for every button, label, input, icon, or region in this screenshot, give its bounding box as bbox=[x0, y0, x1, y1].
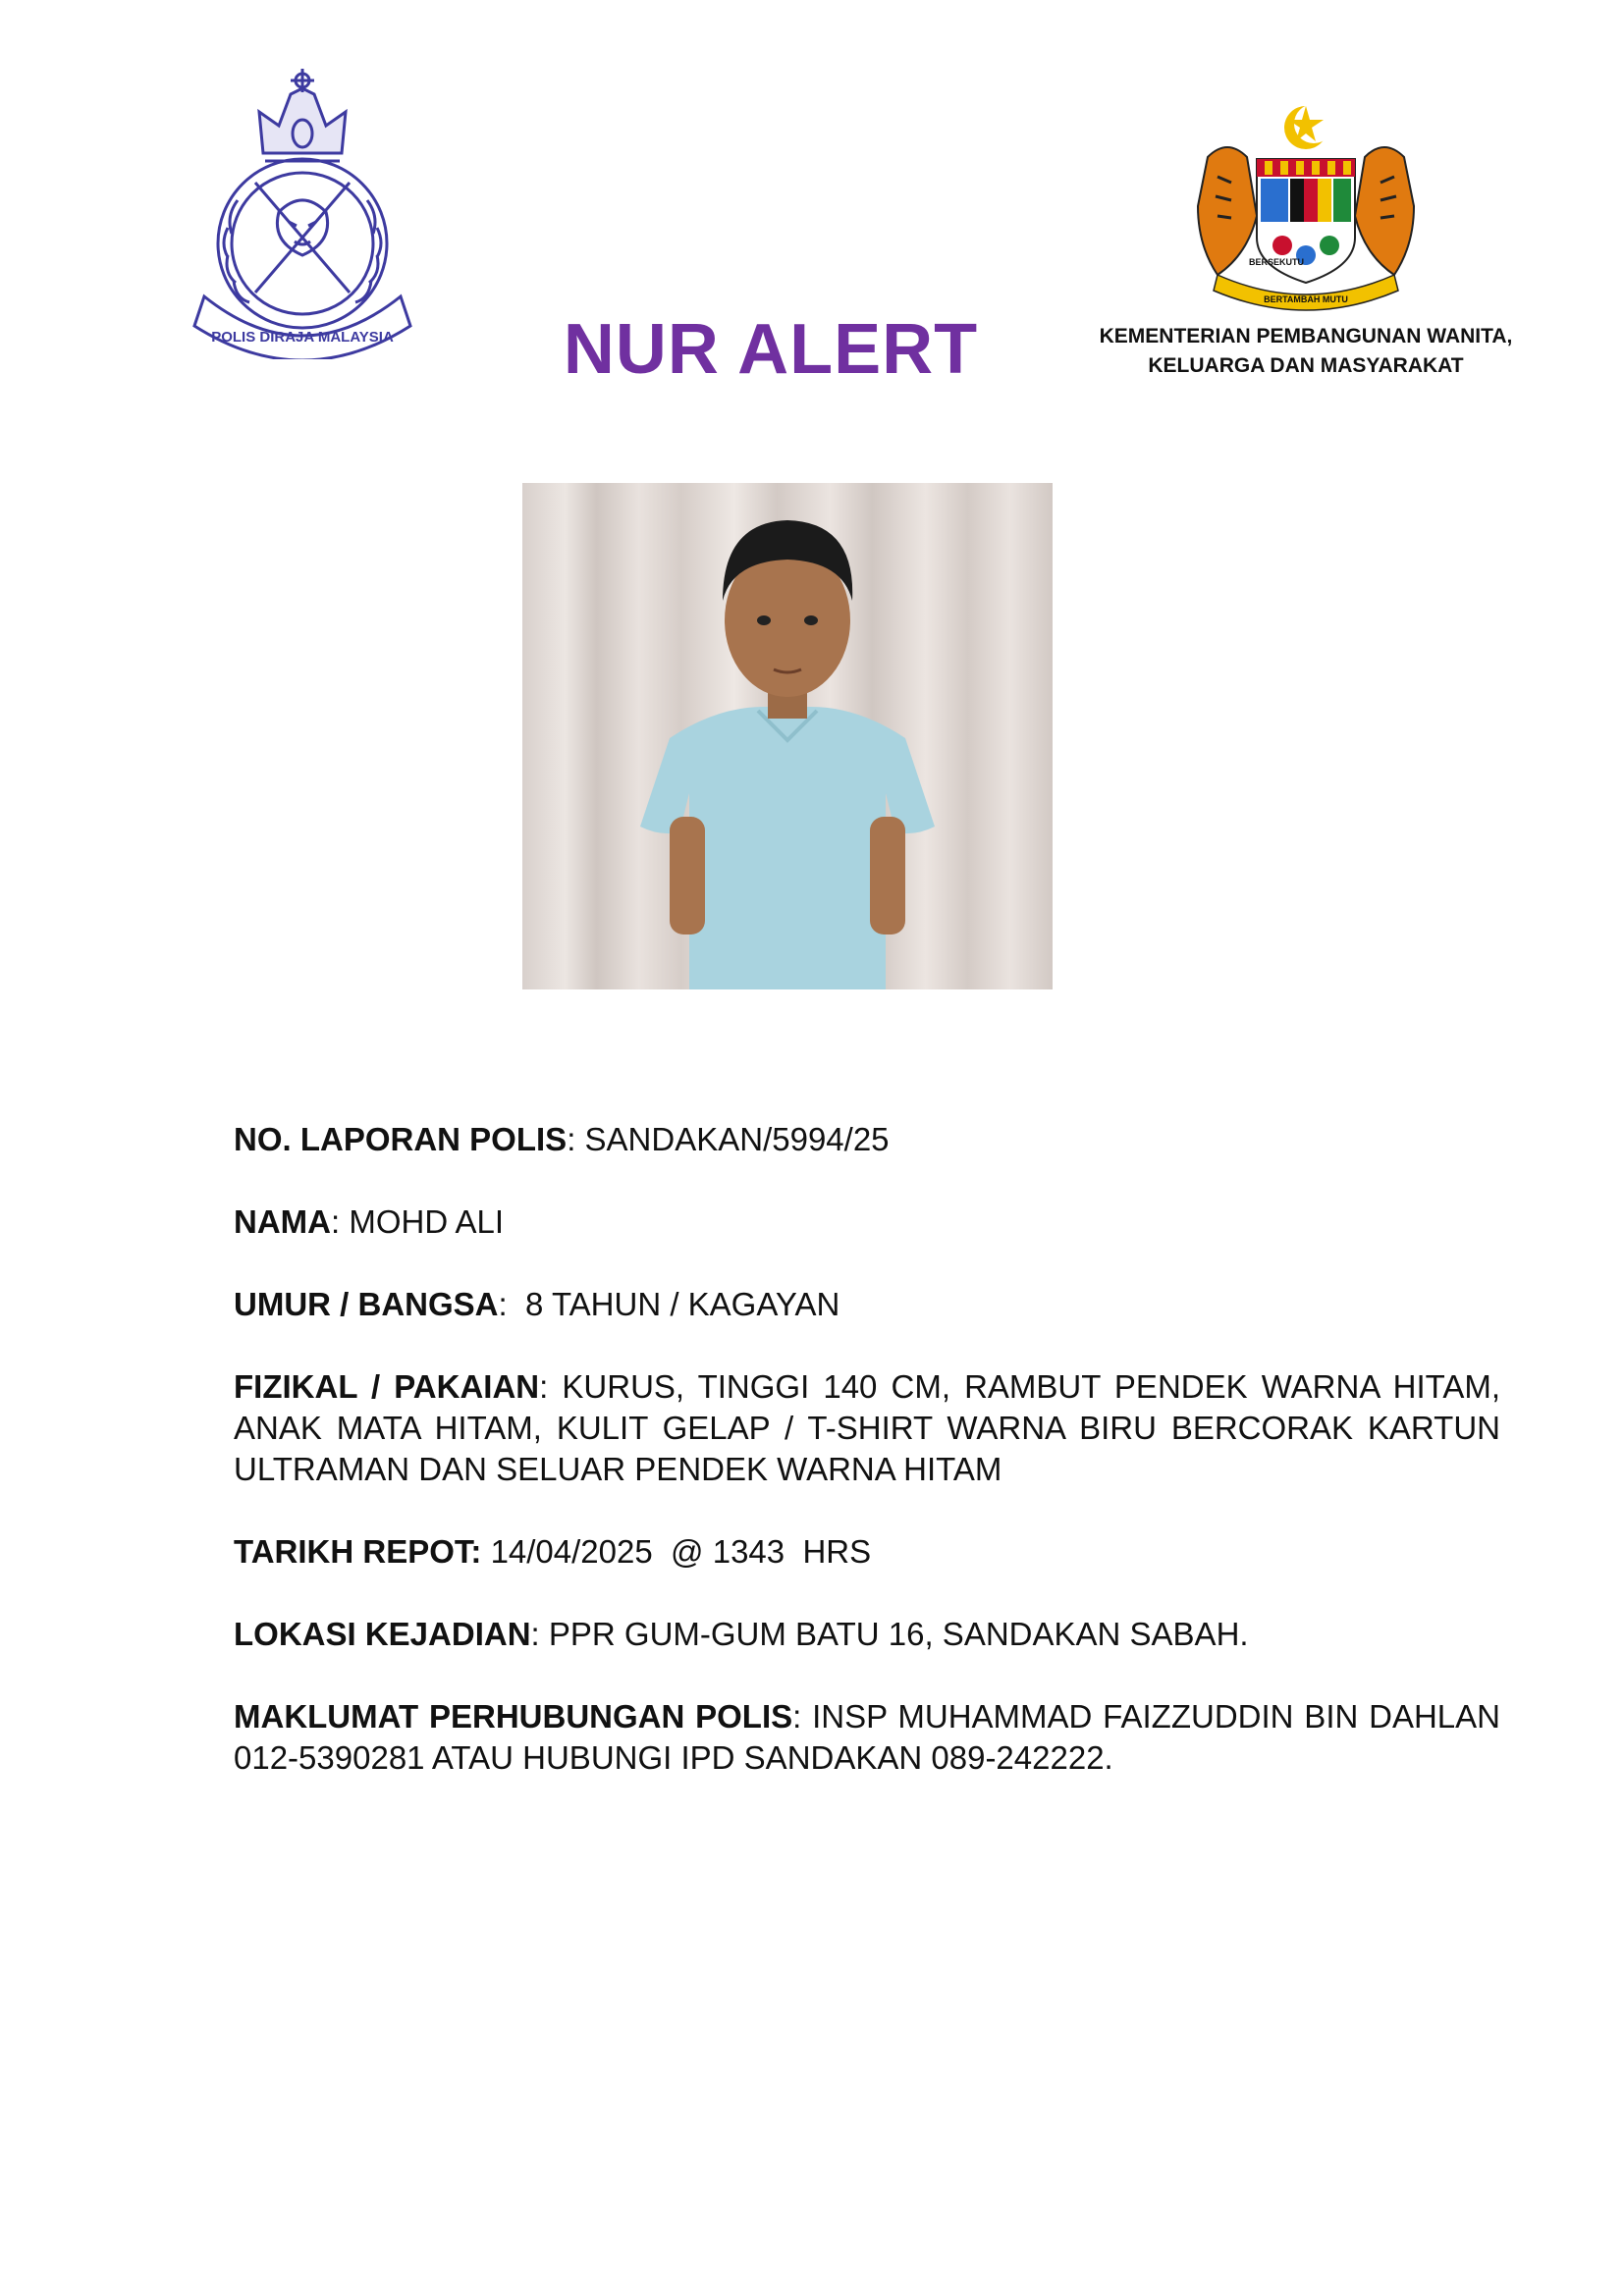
field-separator: : bbox=[567, 1121, 585, 1157]
ministry-line-2: KELUARGA DAN MASYARAKAT bbox=[1148, 354, 1464, 377]
field-value: KURUS, TINGGI 140 CM, RAMBUT PENDEK WARNA HITAM, ANAK MATA HITAM, KULIT GELAP / T-SHIRT WARNA BIRU BERCORAK KARTUN ULTRAMAN DAN SELUAR PENDEK WARNA HITAM bbox=[234, 1368, 1500, 1487]
crest-scroll-text: POLIS DIRAJA MALAYSIA bbox=[211, 329, 394, 346]
ministry-name bbox=[1090, 322, 1522, 381]
field-label: LOKASI KEJADIAN bbox=[234, 1616, 531, 1652]
field-separator: : bbox=[539, 1368, 563, 1405]
field-label: NO. LAPORAN POLIS bbox=[234, 1121, 568, 1157]
field-report-date bbox=[234, 1531, 1500, 1573]
field-name bbox=[234, 1201, 1500, 1243]
polis-diraja-malaysia-crest-icon bbox=[185, 65, 420, 359]
field-separator: : bbox=[330, 1203, 350, 1240]
field-police-contact bbox=[234, 1696, 1500, 1779]
report-details bbox=[234, 1119, 1500, 1820]
field-separator bbox=[481, 1533, 490, 1570]
motto-left-text: BERSEKUTU bbox=[1249, 257, 1305, 267]
field-separator: : bbox=[792, 1698, 813, 1735]
motto-right-text: BERTAMBAH MUTU bbox=[1264, 294, 1348, 304]
field-value: MOHD ALI bbox=[349, 1203, 505, 1240]
field-value: PPR GUM-GUM BATU 16, SANDAKAN SABAH. bbox=[548, 1616, 1249, 1652]
field-value: 8 TAHUN / KAGAYAN bbox=[525, 1286, 840, 1322]
field-label: TARIKH REPOT: bbox=[234, 1533, 482, 1570]
missing-child-photo bbox=[522, 483, 1053, 989]
field-label: UMUR / BANGSA bbox=[234, 1286, 499, 1322]
ministry-line-1: KEMENTERIAN PEMBANGUNAN WANITA, bbox=[1099, 325, 1513, 347]
field-separator: : bbox=[530, 1616, 549, 1652]
field-value: SANDAKAN/5994/25 bbox=[584, 1121, 890, 1157]
field-label: MAKLUMAT PERHUBUNGAN POLIS bbox=[234, 1698, 793, 1735]
page-title: NUR ALERT bbox=[563, 310, 979, 389]
field-label: FIZIKAL / PAKAIAN bbox=[234, 1368, 540, 1405]
field-value: 14/04/2025 @ 1343 HRS bbox=[490, 1533, 872, 1570]
field-label: NAMA bbox=[234, 1203, 331, 1240]
field-separator: : bbox=[498, 1286, 526, 1322]
field-police-report-no bbox=[234, 1119, 1500, 1160]
field-value: INSP MUHAMMAD FAIZZUDDIN BIN DAHLAN 012-5390281 ATAU HUBUNGI IPD SANDAKAN 089-242222. bbox=[234, 1698, 1500, 1776]
malaysia-coat-of-arms-icon bbox=[1188, 98, 1424, 314]
field-physical-clothing bbox=[234, 1366, 1500, 1490]
child-portrait-illustration bbox=[522, 483, 1053, 989]
field-incident-location bbox=[234, 1614, 1500, 1655]
field-age-race bbox=[234, 1284, 1500, 1325]
